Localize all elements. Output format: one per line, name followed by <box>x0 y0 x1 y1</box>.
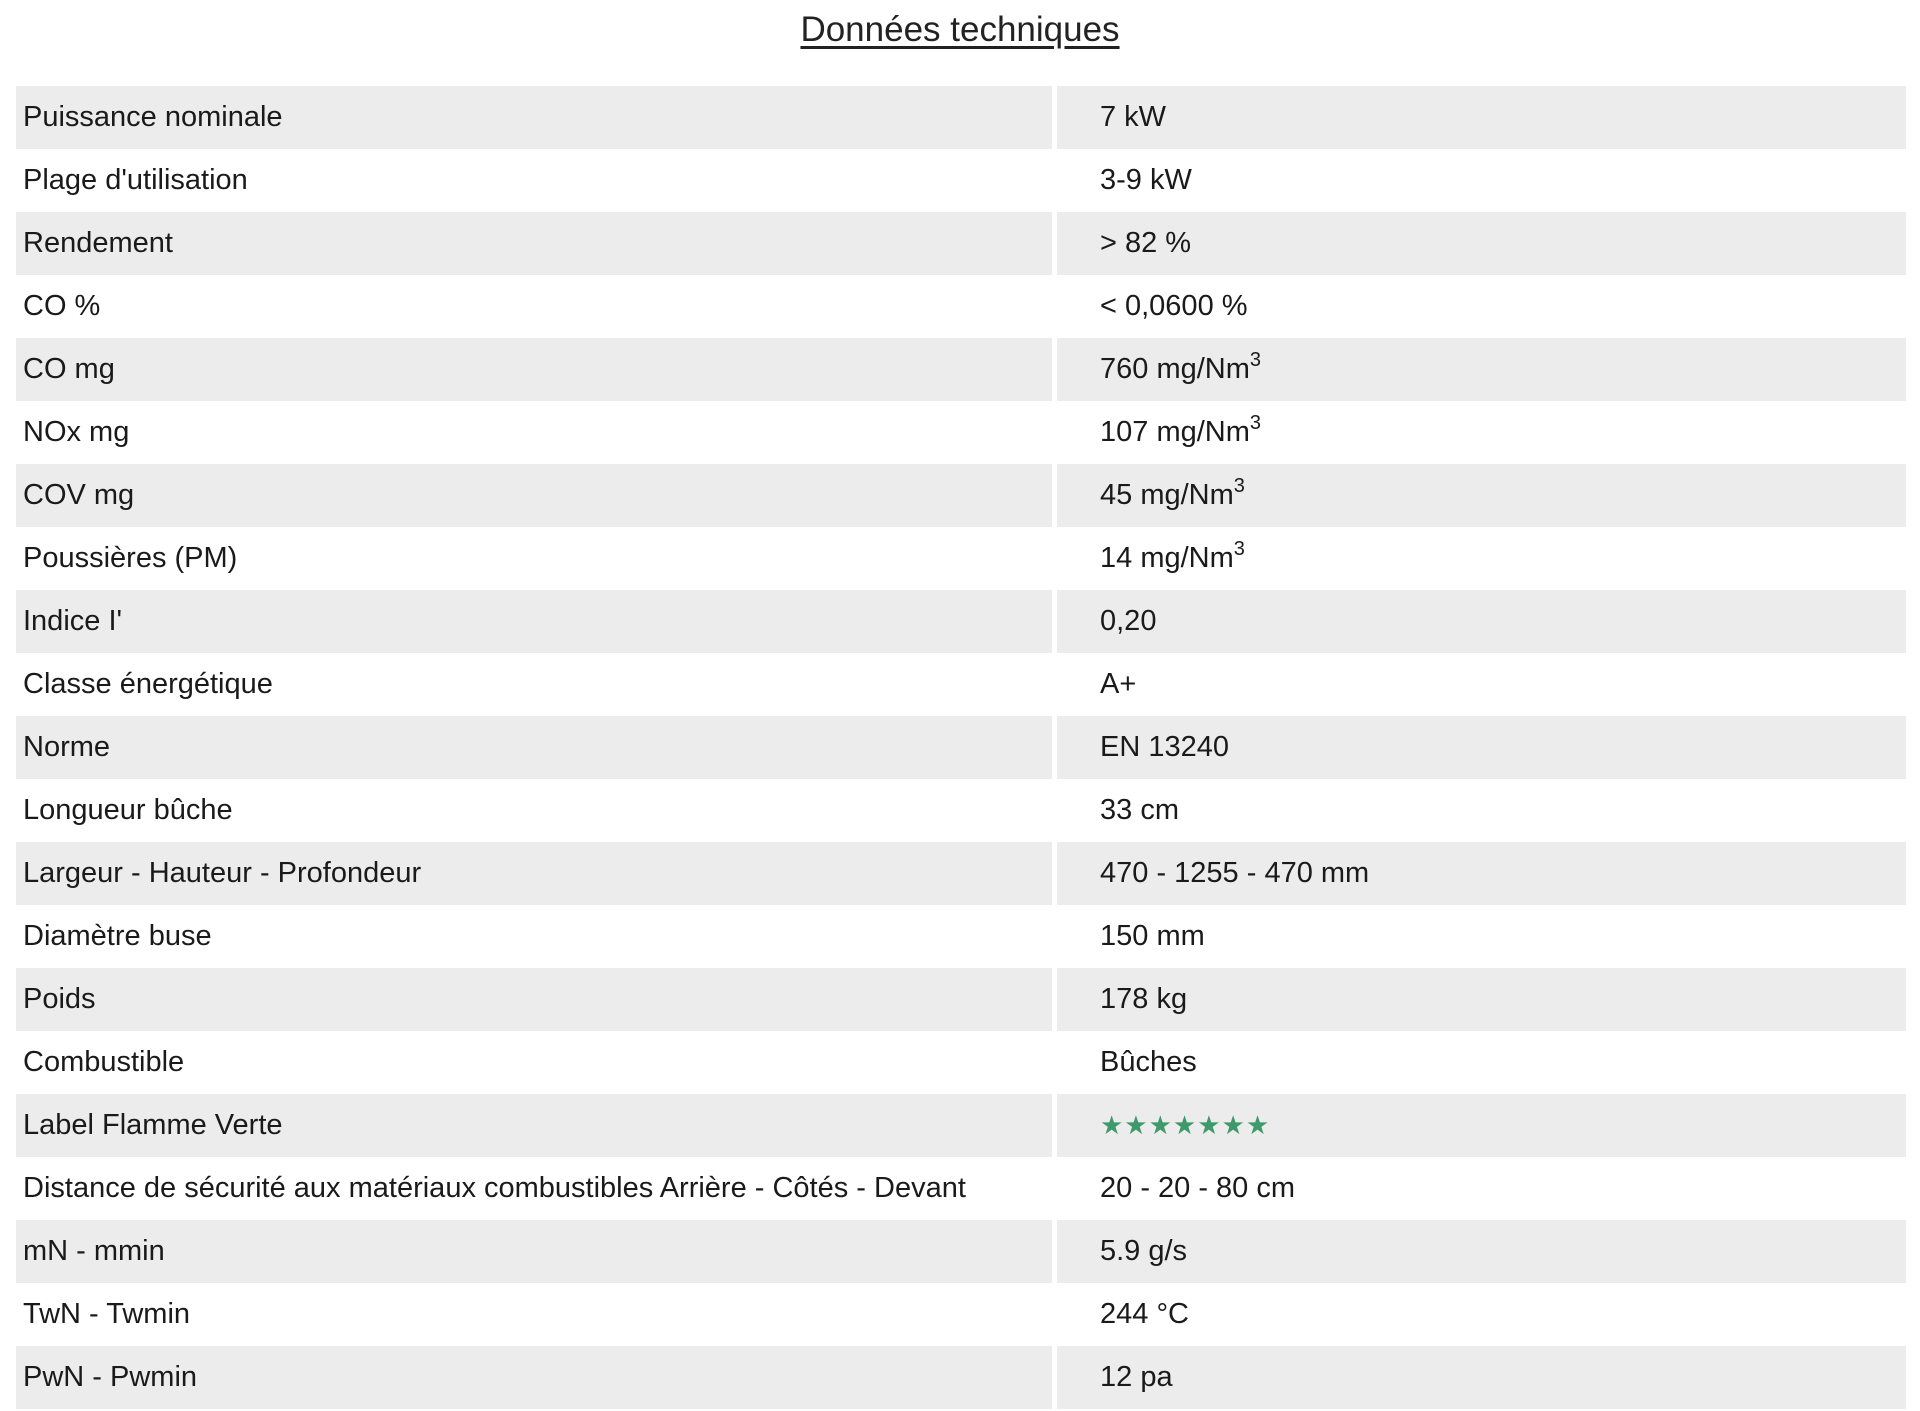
spec-value: 244 °C <box>1052 1283 1906 1346</box>
spec-row-plage-utilisation <box>16 149 1906 212</box>
superscript: 3 <box>1249 349 1262 371</box>
spec-value-text: 760 mg/Nm <box>1100 353 1250 385</box>
spec-row-norme <box>16 716 1906 779</box>
spec-value-text: 107 mg/Nm <box>1100 416 1250 448</box>
spec-value: 5.9 g/s <box>1052 1220 1906 1283</box>
spec-row-nox-mg <box>16 401 1906 464</box>
spec-value: 12 pa <box>1052 1346 1906 1409</box>
spec-label: mN - mmin <box>16 1220 1052 1283</box>
spec-label: Norme <box>16 716 1052 779</box>
spec-row-combustible <box>16 1031 1906 1094</box>
spec-value: < 0,0600 % <box>1052 275 1906 338</box>
spec-label: Poussières (PM) <box>16 527 1052 590</box>
spec-row-dimensions <box>16 842 1906 905</box>
spec-label: Combustible <box>16 1031 1052 1094</box>
tech-specs-table <box>16 86 1906 1409</box>
superscript: 3 <box>1233 475 1245 497</box>
spec-value <box>1052 338 1906 401</box>
spec-row-longueur-buche <box>16 779 1906 842</box>
spec-row-distance-securite <box>16 1157 1906 1220</box>
spec-value: 33 cm <box>1052 779 1906 842</box>
spec-value: 470 - 1255 - 470 mm <box>1052 842 1906 905</box>
spec-label: Diamètre buse <box>16 905 1052 968</box>
spec-label: Largeur - Hauteur - Profondeur <box>16 842 1052 905</box>
spec-label: Puissance nominale <box>16 86 1052 149</box>
spec-value: 20 - 20 - 80 cm <box>1052 1157 1906 1220</box>
spec-value: EN 13240 <box>1052 716 1906 779</box>
spec-label: Rendement <box>16 212 1052 275</box>
spec-value <box>1052 527 1906 590</box>
spec-label: Distance de sécurité aux matériaux combustibles Arrière - Côtés - Devant <box>16 1157 1052 1220</box>
spec-value: 0,20 <box>1052 590 1906 653</box>
page-title: Données techniques <box>800 10 1120 49</box>
spec-row-label-flamme-verte <box>16 1094 1906 1157</box>
spec-label: CO % <box>16 275 1052 338</box>
spec-row-diametre-buse <box>16 905 1906 968</box>
spec-row-co-mg <box>16 338 1906 401</box>
spec-label: Classe énergétique <box>16 653 1052 716</box>
spec-value: Bûches <box>1052 1031 1906 1094</box>
spec-value <box>1052 464 1906 527</box>
spec-value-text: 45 mg/Nm <box>1100 479 1234 511</box>
spec-row-poids <box>16 968 1906 1031</box>
spec-row-poussieres <box>16 527 1906 590</box>
spec-label: Indice I' <box>16 590 1052 653</box>
spec-value: 178 kg <box>1052 968 1906 1031</box>
spec-value <box>1052 1094 1906 1157</box>
spec-row-puissance-nominale <box>16 86 1906 149</box>
spec-row-twn-twmin <box>16 1283 1906 1346</box>
spec-value <box>1052 401 1906 464</box>
spec-value: > 82 % <box>1052 212 1906 275</box>
spec-label: NOx mg <box>16 401 1052 464</box>
spec-row-cov-mg <box>16 464 1906 527</box>
spec-label: Plage d'utilisation <box>16 149 1052 212</box>
superscript: 3 <box>1249 412 1262 434</box>
spec-row-mn-mmin <box>16 1220 1906 1283</box>
spec-label: COV mg <box>16 464 1052 527</box>
spec-value-text: 14 mg/Nm <box>1100 542 1234 574</box>
spec-row-indice <box>16 590 1906 653</box>
spec-label: CO mg <box>16 338 1052 401</box>
spec-label: TwN - Twmin <box>16 1283 1052 1346</box>
superscript: 3 <box>1233 538 1245 560</box>
spec-value: 7 kW <box>1052 86 1906 149</box>
spec-label: Longueur bûche <box>16 779 1052 842</box>
spec-row-classe-energetique <box>16 653 1906 716</box>
spec-label: Label Flamme Verte <box>16 1094 1052 1157</box>
spec-value: 150 mm <box>1052 905 1906 968</box>
spec-row-pwn-pwmin <box>16 1346 1906 1409</box>
star-rating-icon: ★★★★★★★ <box>1100 1110 1271 1140</box>
spec-label: PwN - Pwmin <box>16 1346 1052 1409</box>
spec-label: Poids <box>16 968 1052 1031</box>
spec-value: 3-9 kW <box>1052 149 1906 212</box>
spec-value: A+ <box>1052 653 1906 716</box>
spec-row-co-percent <box>16 275 1906 338</box>
spec-row-rendement <box>16 212 1906 275</box>
